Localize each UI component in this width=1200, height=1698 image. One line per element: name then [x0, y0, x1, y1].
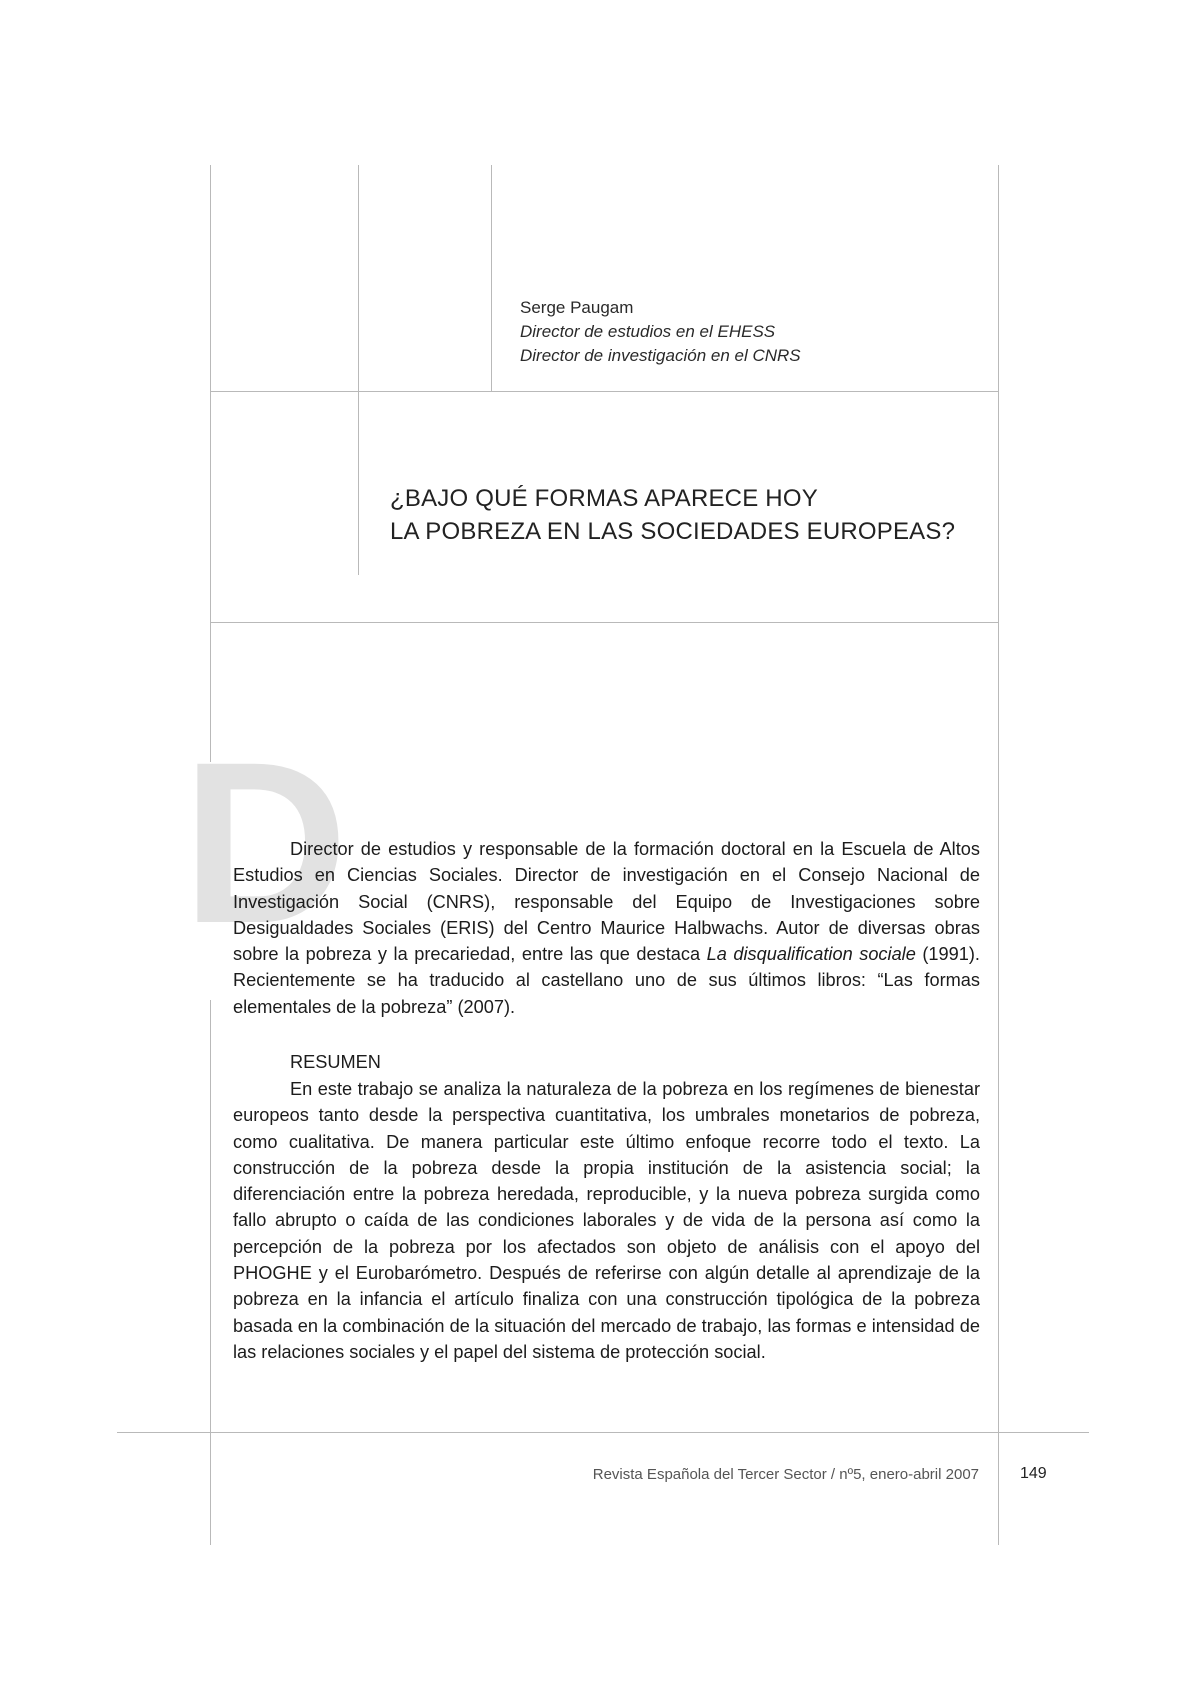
horizontal-rule-title [210, 622, 999, 623]
vertical-rule-third [491, 165, 492, 391]
title-line: ¿BAJO QUÉ FORMAS APARECE HOY [390, 485, 818, 512]
author-affiliation: Director de estudios en el EHESS [520, 322, 776, 341]
horizontal-rule-author [210, 391, 999, 392]
author-affiliation: Director de investigación en el CNRS [520, 346, 801, 365]
journal-citation: Revista Española del Tercer Sector / nº5, enero-abril 2007 [592, 1466, 979, 1483]
vertical-rule-left-lower [210, 1000, 211, 1545]
bio-text: (1991). Recientemente se ha traducido al castellano uno de sus últimos libros: “Las formas elementales de la pobreza” (2007). [233, 944, 980, 1017]
author-name: Serge Paugam [520, 298, 634, 317]
horizontal-rule-footer [117, 1432, 1089, 1433]
abstract-paragraph: En este trabajo se analiza la naturaleza de la pobreza en los regímenes de bienestar europeos tanto desde la perspectiva cuantitativa, los umbrales monetarios de pobreza, como cualitativa. De manera particular este último enfoque recorre todo el texto. La construcción de la pobreza desde la propia institución de la asistencia social; la diferenciación entre la pobreza heredada, reproducible, y la nueva pobreza surgida como fallo abrupto o caída de las condiciones laborales y de vida de la persona así como la percepción de la pobreza por los afectados son objeto de análisis con el apoyo del PHOGHE y el Eurobarómetro. Después de referirse con algún detalle al aprendizaje de la pobreza en la infancia el artículo finaliza con una construcción tipológica de la pobreza basada en la combinación de la situación del mercado de trabajo, las formas e intensidad de las relaciones sociales y el papel del sistema de protección social. [233, 1079, 980, 1362]
vertical-rule-left [210, 165, 211, 762]
abstract-heading: RESUMEN [290, 1052, 381, 1072]
page-number: 149 [1020, 1465, 1047, 1482]
bio-book-title: La disqualification sociale [706, 944, 916, 965]
author-bio [233, 836, 980, 1020]
bio-text: Director de estudios y responsable de la formación doctoral en la Escuela de Altos Estudios en Ciencias Sociales. Director de investigación en el Consejo Nacional de Investigación Social (CNRS), responsable del Equipo de Investigaciones sobre Desigualdades Sociales (ERIS) del Centro Maurice Halbwachs. Autor de diversas obras sobre la pobreza y la precariedad, entre las que destaca [233, 839, 980, 965]
vertical-rule-right [998, 165, 999, 1545]
drop-cap: D [182, 714, 349, 971]
article-title [390, 482, 955, 548]
title-line: LA POBREZA EN LAS SOCIEDADES EUROPEAS? [390, 518, 956, 545]
bio-paragraph [233, 836, 980, 1020]
vertical-rule-second [358, 165, 359, 575]
abstract-body [233, 1076, 980, 1365]
author-block [520, 296, 801, 368]
